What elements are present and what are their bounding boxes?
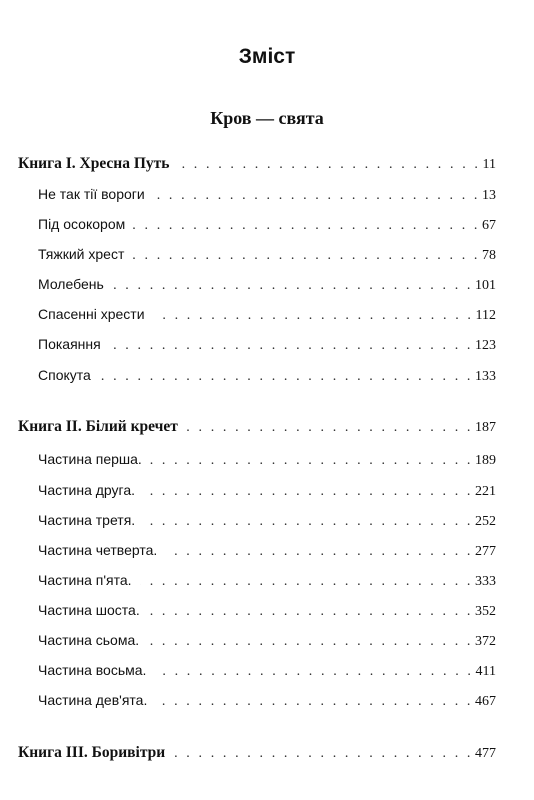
toc-entry-chapter[interactable]: [38, 570, 496, 590]
toc-entry-chapter[interactable]: [38, 304, 496, 324]
toc-entry-page: 112: [475, 308, 496, 323]
toc-entry-title: Частина дев'ята.: [38, 692, 148, 708]
toc-entry-page: 67: [482, 218, 496, 233]
toc-entry-book-1[interactable]: [18, 154, 496, 174]
toc-entry-page: 11: [482, 157, 496, 172]
toc-entry-chapter[interactable]: [38, 510, 496, 530]
toc-entry-page: 123: [475, 338, 496, 353]
dot-leader: [109, 336, 473, 356]
toc-entry-page: 13: [482, 188, 496, 203]
dot-leader: [99, 367, 473, 387]
toc-entry-chapter[interactable]: [38, 274, 496, 294]
toc-entry-page: 189: [475, 453, 496, 468]
toc-entry-page: 372: [475, 634, 496, 649]
toc-entry-book-2[interactable]: [18, 417, 496, 437]
dot-leader: [186, 418, 473, 438]
toc-entry-title: Спасенні хрести: [38, 306, 145, 322]
toc-entry-page: 187: [475, 420, 496, 435]
dot-leader: [133, 216, 480, 236]
toc-entry-chapter[interactable]: [38, 365, 496, 385]
toc-entry-chapter[interactable]: [38, 184, 496, 204]
toc-entry-chapter[interactable]: [38, 244, 496, 264]
toc-entry-chapter[interactable]: [38, 449, 496, 469]
toc-entry-page: 467: [475, 694, 496, 709]
dot-leader: [148, 602, 473, 622]
section-title: Кров — свята: [210, 108, 324, 128]
toc-entry-title: Частина п'ята.: [38, 572, 132, 588]
toc-entry-title: Не так тії вороги: [38, 186, 145, 202]
toc-entry-title: Молебень: [38, 276, 104, 292]
dot-leader: [165, 542, 473, 562]
dot-leader: [155, 692, 473, 712]
dot-leader: [154, 662, 473, 682]
dot-leader: [147, 632, 473, 652]
toc-entry-title: Книга III. Боривітри: [18, 744, 166, 761]
dot-leader: [173, 744, 473, 764]
toc-entry-page: 133: [475, 369, 496, 384]
toc-entry-chapter[interactable]: [38, 480, 496, 500]
toc-entry-title: Спокута: [38, 367, 91, 383]
toc-entry-chapter[interactable]: [38, 690, 496, 710]
dot-leader: [153, 186, 480, 206]
dot-leader: [143, 482, 473, 502]
toc-entry-title: Тяжкий хрест: [38, 246, 125, 262]
toc-entry-chapter[interactable]: [38, 540, 496, 560]
toc-entry-chapter[interactable]: [38, 660, 496, 680]
toc-entry-page: 101: [475, 278, 496, 293]
toc-entry-page: 333: [475, 574, 496, 589]
toc-entry-title: Книга II. Білий кречет: [18, 418, 178, 435]
toc-entry-chapter[interactable]: [38, 334, 496, 354]
toc-entry-title: Під осокором: [38, 216, 126, 232]
toc-entry-page: 477: [475, 746, 496, 761]
toc-entry-page: 411: [475, 664, 496, 679]
toc-entry-book-3[interactable]: [18, 743, 496, 763]
toc-entry-title: Частина друга.: [38, 482, 136, 498]
toc-entry-chapter[interactable]: [38, 214, 496, 234]
toc-entry-page: 78: [482, 248, 496, 263]
dot-leader: [140, 572, 473, 592]
toc-entry-title: Покаяння: [38, 336, 101, 352]
toc-entry-page: 252: [475, 514, 496, 529]
toc-entry-title: Частина третя.: [38, 512, 136, 528]
toc-entry-title: Частина перша.: [38, 451, 142, 467]
toc-entry-title: Книга I. Хресна Путь: [18, 155, 170, 172]
toc-entry-title: Частина восьма.: [38, 662, 147, 678]
dot-leader: [132, 246, 480, 266]
toc-entry-title: Частина четверта.: [38, 542, 158, 558]
toc-entry-title: Частина шоста.: [38, 602, 140, 618]
toc-entry-page: 277: [475, 544, 496, 559]
toc-entry-chapter[interactable]: [38, 630, 496, 650]
page-title: Зміст: [238, 45, 296, 68]
dot-leader: [143, 512, 473, 532]
dot-leader: [153, 306, 474, 326]
dot-leader: [112, 276, 473, 296]
dot-leader: [177, 155, 480, 175]
toc-entry-title: Частина сьома.: [38, 632, 140, 648]
toc-entry-chapter[interactable]: [38, 600, 496, 620]
toc-entry-page: 221: [475, 484, 496, 499]
dot-leader: [150, 451, 473, 471]
toc-entry-page: 352: [475, 604, 496, 619]
